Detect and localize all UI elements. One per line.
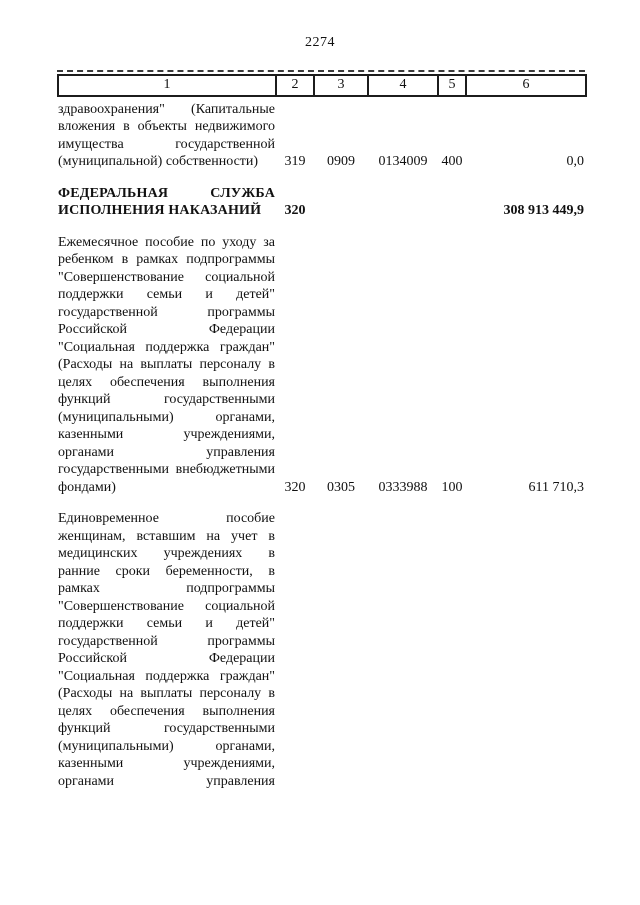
row-amount: 611 710,3 (528, 479, 584, 495)
row-expense-type-code: 100 (441, 479, 463, 495)
table-row-healthcare-capital (58, 96, 586, 171)
row-amount: 0,0 (566, 154, 584, 169)
budget-allocations-table (57, 74, 587, 791)
table-row-onetime-benefit-women (58, 496, 586, 790)
column-header-4: 4 (368, 75, 438, 96)
table-header-row (58, 75, 586, 96)
column-header-3: 3 (314, 75, 368, 96)
row-expense-type-code (438, 496, 466, 790)
row-description-cell (58, 171, 276, 220)
row-description-cell (58, 220, 276, 497)
column-header-5: 5 (438, 75, 466, 96)
row-expense-type-code (438, 171, 466, 220)
row-description-cell (58, 496, 276, 790)
row-description-cell (58, 96, 276, 171)
column-header-1: 1 (58, 75, 276, 96)
row-target-article-code: 0134009 (378, 154, 428, 169)
row-section-code (314, 171, 368, 220)
page-number: 2274 (305, 35, 335, 50)
row-grbs-code: 319 (284, 154, 306, 169)
row-grbs-code: 320 (284, 203, 306, 218)
row-section-code (314, 496, 368, 790)
row-target-article-code: 0333988 (378, 479, 428, 495)
table-top-scan-artifact (57, 70, 585, 72)
row-amount: 308 913 449,9 (503, 203, 584, 218)
table-row-fsin-total (58, 171, 586, 220)
row-description: здравоохранения" (Капитальные вложения в объекты недвижимого имущества государственной (муниципальной) собственности) (58, 101, 275, 169)
table-row-monthly-childcare-benefit (58, 220, 586, 497)
row-target-article-code (368, 171, 438, 220)
row-description: ФЕДЕРАЛЬНАЯ СЛУЖБА ИСПОЛНЕНИЯ НАКАЗАНИЙ (58, 185, 275, 218)
row-target-article-code (368, 496, 438, 790)
row-description: Единовременное пособие женщинам, вставшим на учет в медицинских учреждениях в ранние сроки беременности, в рамках подпрограммы "Совершенствование социальной поддержки семьи и детей" государственной программы Российской Федерации "Социальная поддержка граждан" (Расходы на выплаты персоналу в целях обеспечения выполнения функций государственными (муниципальными) органами, казенными учреждениями, органами управления (58, 511, 275, 789)
row-grbs-code (276, 496, 314, 790)
row-expense-type-code: 400 (441, 154, 463, 169)
column-header-2: 2 (276, 75, 314, 96)
budget-table (57, 70, 585, 791)
row-description: Ежемесячное пособие по уходу за ребенком в рамках подпрограммы "Совершенствование социальной поддержки семьи и детей" государственной программы Российской Федерации "Социальная поддержка граждан" (Расходы на выплаты персоналу в целях обеспечения выполнения функций государственными (муниципальными) органами, казенными учреждениями, органами управления государственными внебюджетными фондами) (58, 234, 275, 495)
row-section-code: 0305 (327, 479, 355, 495)
row-section-code: 0909 (327, 154, 355, 169)
column-header-6: 6 (466, 75, 586, 96)
row-amount (466, 496, 586, 790)
row-grbs-code: 320 (284, 479, 306, 495)
